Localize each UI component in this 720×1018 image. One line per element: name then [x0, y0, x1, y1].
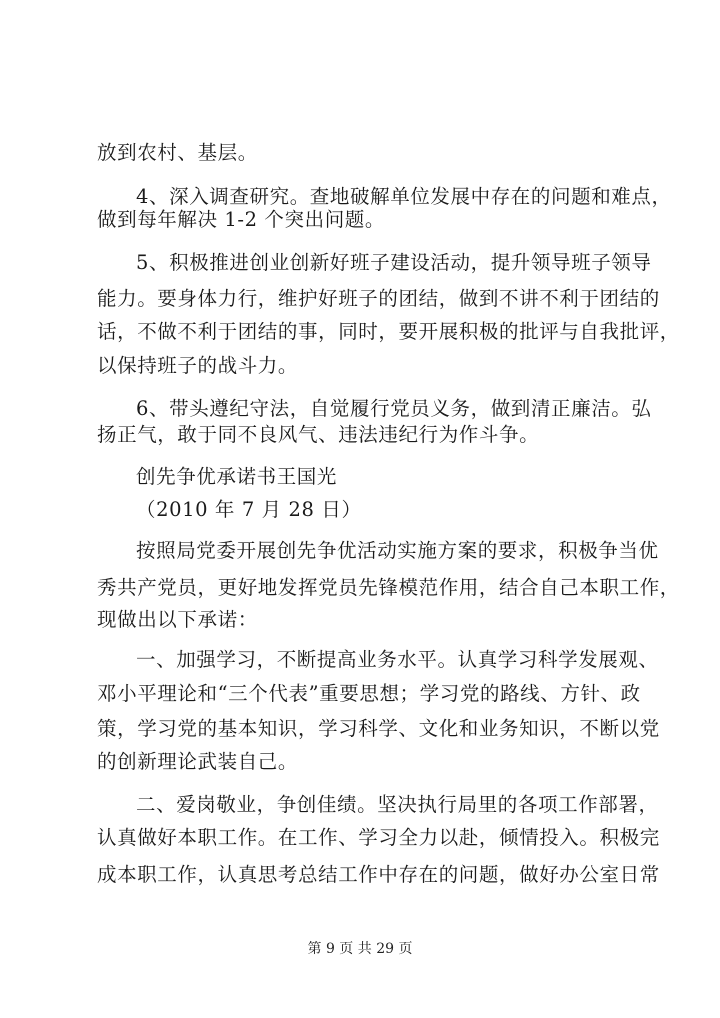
body-text-line: 现做出以下承诺： [97, 608, 258, 631]
body-text-line: 6、带头遵纪守法，自觉履行党员义务，做到清正廉洁。弘 [136, 397, 652, 420]
body-text-line: 以保持班子的战斗力。 [97, 354, 299, 377]
body-text-line: 一、加强学习，不断提高业务水平。认真学习科学发展观、 [136, 648, 659, 671]
section-title: 创先争优承诺书王国光 [136, 465, 338, 488]
body-text-line: 4、深入调查研究。查地破解单位发展中存在的问题和难点， [136, 185, 672, 208]
body-text-line: 按照局党委开展创先争优活动实施方案的要求，积极争当优 [136, 539, 659, 562]
section-date: （2010 年 7 月 28 日） [136, 498, 362, 521]
body-text-line: 放到农村、基层。 [97, 141, 258, 164]
body-text-line: 策，学习党的基本知识，学习科学、文化和业务知识，不断以党 [97, 717, 660, 740]
body-text-line: 5、积极推进创业创新好班子建设活动，提升领导班子领导 [136, 251, 652, 274]
body-text-line: 认真做好本职工作。在工作、学习全力以赴，倾情投入。积极完 [97, 826, 660, 849]
body-text-line: 二、爱岗敬业，争创佳绩。坚决执行局里的各项工作部署， [136, 793, 659, 816]
body-text-line: 做到每年解决 1-2 个突出问题。 [97, 208, 385, 231]
body-text-line: 话，不做不利于团结的事，同时，要开展积极的批评与自我批评， [97, 320, 680, 343]
body-text-line: 秀共产党员，更好地发挥党员先锋模范作用，结合自己本职工作， [97, 576, 680, 599]
body-text-line: 扬正气，敢于同不良风气、违法违纪行为作斗争。 [97, 423, 540, 446]
page-footer: 第 9 页 共 29 页 [307, 941, 413, 957]
body-text-line: 能力。要身体力行，维护好班子的团结，做到不讲不利于团结的 [97, 287, 660, 310]
body-text-line: 成本职工作，认真思考总结工作中存在的问题，做好办公室日常 [97, 863, 660, 886]
body-text-line: 邓小平理论和“三个代表”重要思想；学习党的路线、方针、政 [97, 682, 641, 705]
body-text-line: 的创新理论武装自己。 [97, 750, 299, 773]
